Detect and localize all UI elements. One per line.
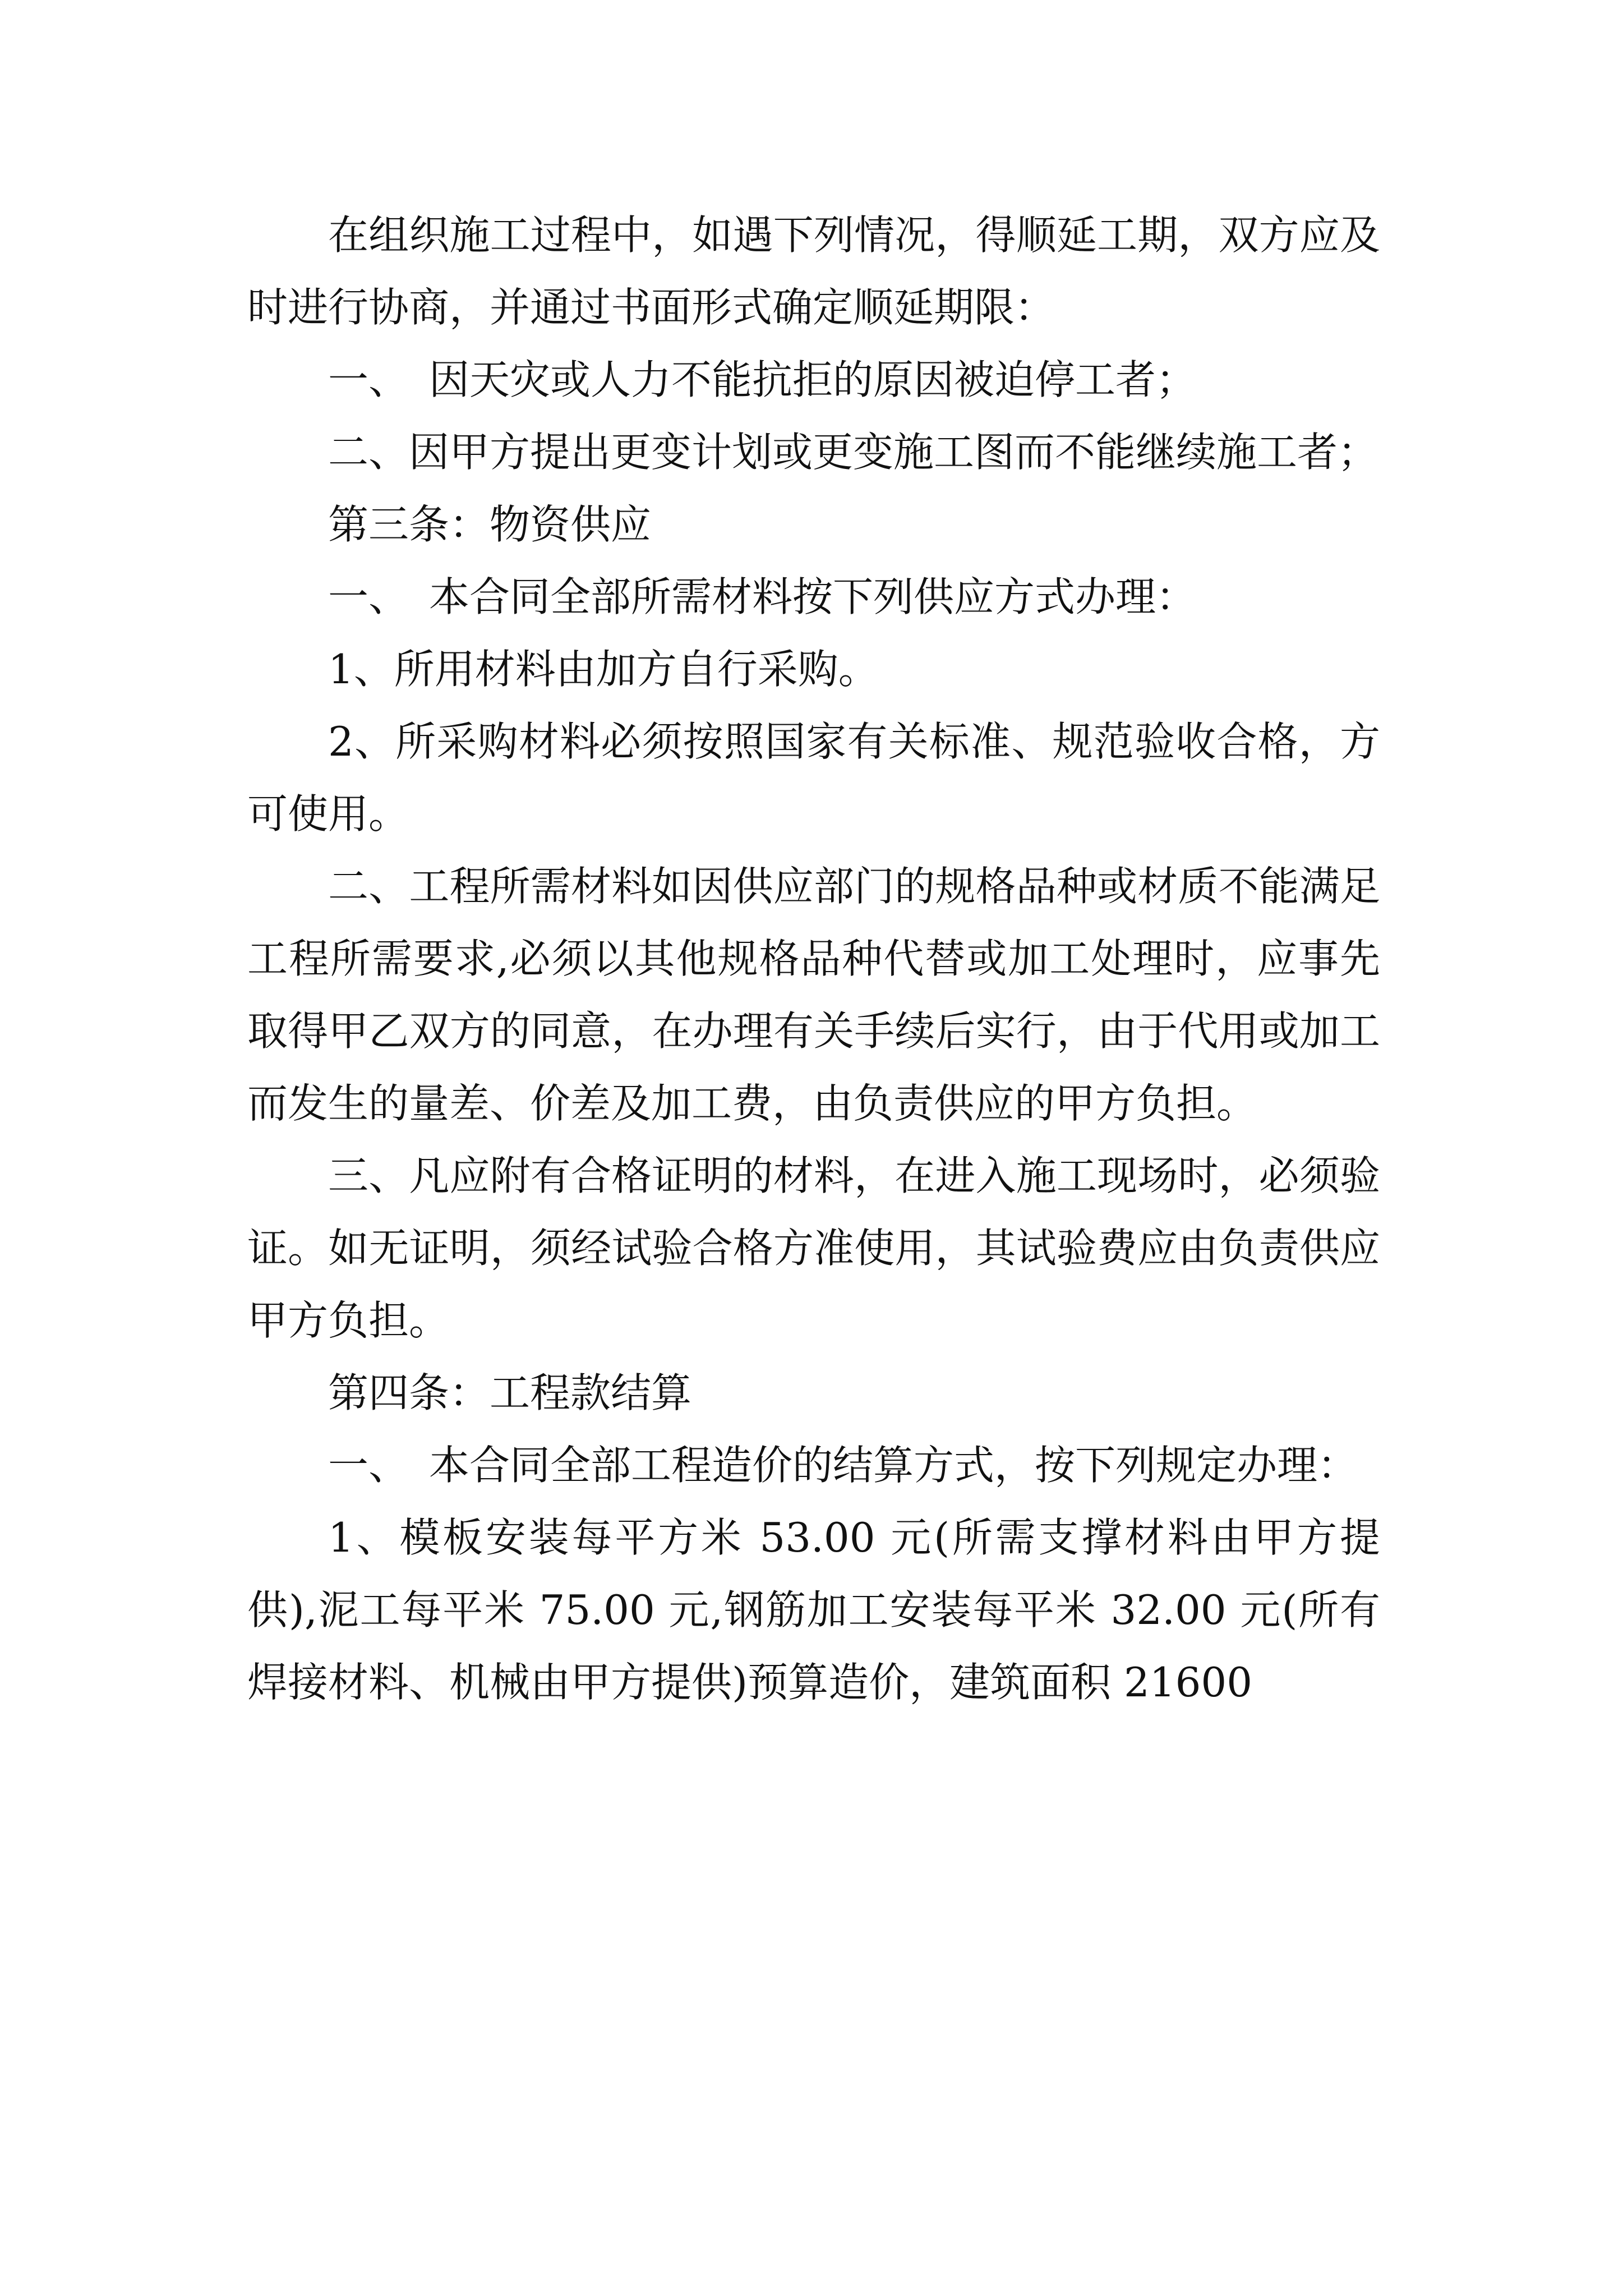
paragraph-supply-item-2: 2、所采购材料必须按照国家有关标准、规范验收合格，方可使用。 [247,718,1380,838]
section-heading-article-3: 第三条：物资供应 [328,501,652,548]
paragraph-supply-item-1: 1、所用材料由加方自行采购。 [328,646,879,693]
paragraph-settlement-method: 一、 本合同全部工程造价的结算方式，按下列规定办理： [328,1442,1358,1489]
section-heading-article-4: 第四条：工程款结算 [328,1369,692,1416]
paragraph-material-substitution: 二、工程所需材料如因供应部门的规格品种或材质不能满足工程所需要求,必须以其他规格品种代替或加工处理时，应事先取得甲乙双方的同意，在办理有关手续后实行，由于代用或加工而发生的量差、价差及加工费，由负责供应的甲方负担。 [247,863,1380,1127]
paragraph-supply-method: 一、 本合同全部所需材料按下列供应方式办理： [328,573,1197,620]
paragraph-delay-conditions: 在组织施工过程中，如遇下列情况，得顺延工期，双方应及时进行协商，并通过书面形式确定顺延期限： [247,211,1380,331]
paragraph-material-certification: 三、凡应附有合格证明的材料，在进入施工现场时，必须验证。如无证明，须经试验合格方准使用，其试验费应由负责供应甲方负担。 [247,1152,1380,1344]
document-body [247,199,1380,1719]
paragraph-delay-item-2: 二、因甲方提出更变计划或更变施工图而不能继续施工者； [328,429,1378,476]
paragraph-delay-item-1: 一、 因天灾或人力不能抗拒的原因被迫停工者； [328,356,1197,403]
paragraph-settlement-item-1: 1、模板安装每平方米 53.00 元(所需支撑材料由甲方提供),泥工每平米 75.00 元,钢筋加工安装每平米 32.00 元(所有焊接材料、机械由甲方提供)预算造价，建筑面积 21600 [247,1514,1380,1706]
